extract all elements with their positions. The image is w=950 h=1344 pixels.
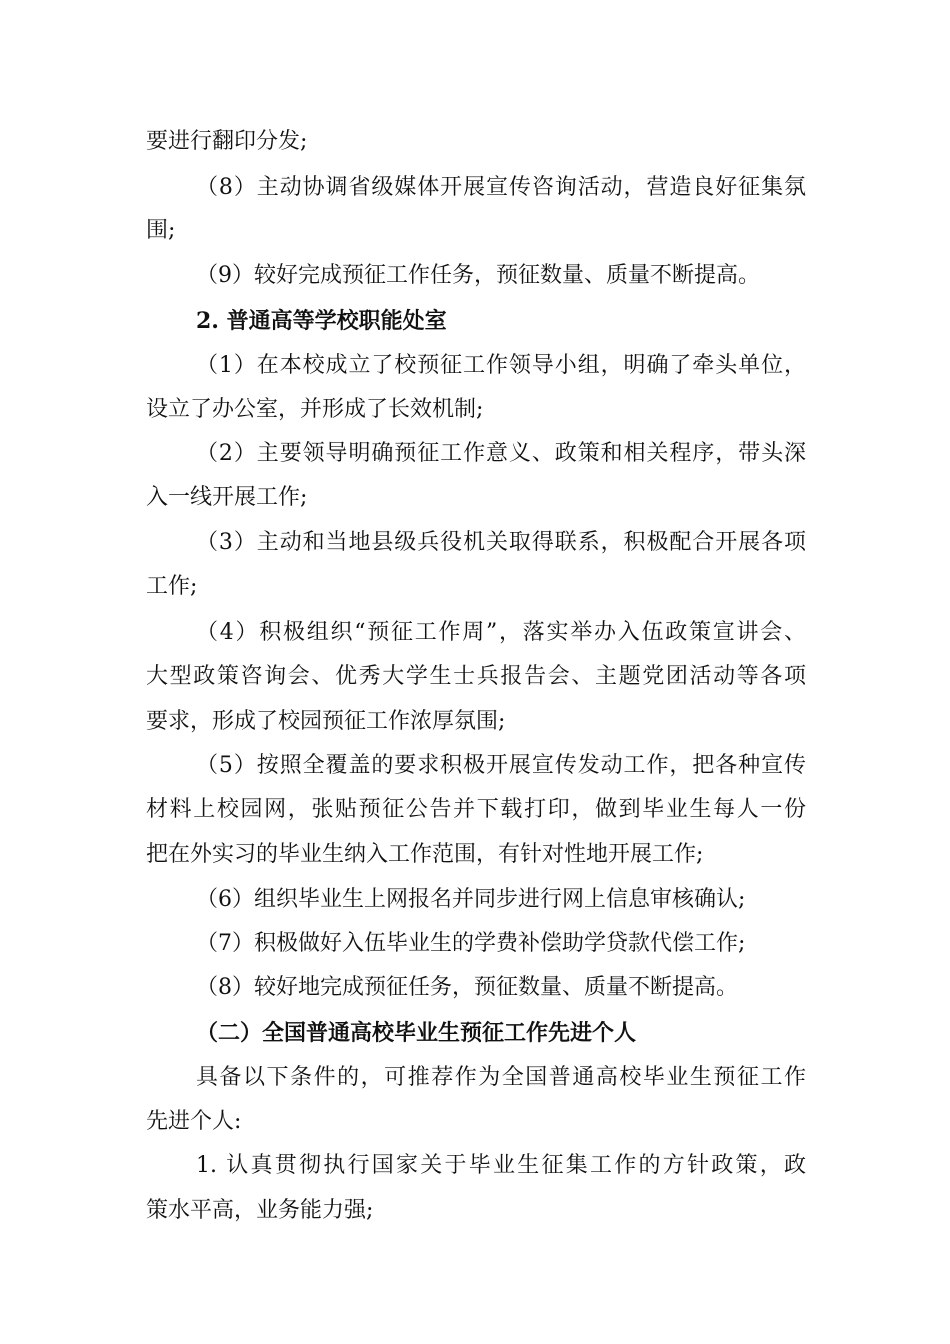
paragraph-line: 设立了办公室，并形成了长效机制;: [146, 397, 484, 422]
paragraph-line: 1. 认真贯彻执行国家关于毕业生征集工作的方针政策，政: [196, 1153, 806, 1178]
section-heading: （二）全国普通高校毕业生预征工作先进个人: [196, 1020, 637, 1046]
paragraph-line: 大型政策咨询会、优秀大学生士兵报告会、主题党团活动等各项: [146, 664, 806, 689]
paragraph-line: 要进行翻印分发;: [146, 129, 308, 154]
section-heading: 2. 普通高等学校职能处室: [196, 308, 447, 334]
paragraph-line: 工作;: [146, 574, 198, 599]
paragraph-line: 策水平高，业务能力强;: [146, 1198, 374, 1223]
paragraph-line: 先进个人:: [146, 1109, 242, 1134]
paragraph-line: （4）积极组织“预征工作周”，落实举办入伍政策宣讲会、: [196, 620, 806, 645]
paragraph-line: （7）积极做好入伍毕业生的学费补偿助学贷款代偿工作;: [196, 931, 746, 956]
paragraph-line: 具备以下条件的，可推荐作为全国普通高校毕业生预征工作: [196, 1065, 806, 1090]
paragraph-line: （6）组织毕业生上网报名并同步进行网上信息审核确认;: [196, 887, 746, 912]
paragraph-line: 材料上校园网，张贴预征公告并下载打印，做到毕业生每人一份: [146, 797, 806, 822]
paragraph-line: （1）在本校成立了校预征工作领导小组，明确了牵头单位，: [196, 353, 806, 378]
paragraph-line: （9）较好完成预征工作任务，预征数量、质量不断提高。: [196, 263, 760, 288]
paragraph-line: 入一线开展工作;: [146, 485, 308, 510]
paragraph-line: （8）较好地完成预征任务，预征数量、质量不断提高。: [196, 975, 738, 1000]
paragraph-line: （5）按照全覆盖的要求积极开展宣传发动工作，把各种宣传: [196, 753, 806, 778]
paragraph-line: 把在外实习的毕业生纳入工作范围，有针对性地开展工作;: [146, 842, 704, 867]
paragraph-line: （8）主动协调省级媒体开展宣传咨询活动，营造良好征集氛: [196, 175, 806, 200]
paragraph-line: （2）主要领导明确预征工作意义、政策和相关程序，带头深: [196, 441, 806, 466]
paragraph-line: 围;: [146, 218, 176, 243]
paragraph-line: 要求，形成了校园预征工作浓厚氛围;: [146, 709, 506, 734]
paragraph-line: （3）主动和当地县级兵役机关取得联系，积极配合开展各项: [196, 530, 806, 555]
